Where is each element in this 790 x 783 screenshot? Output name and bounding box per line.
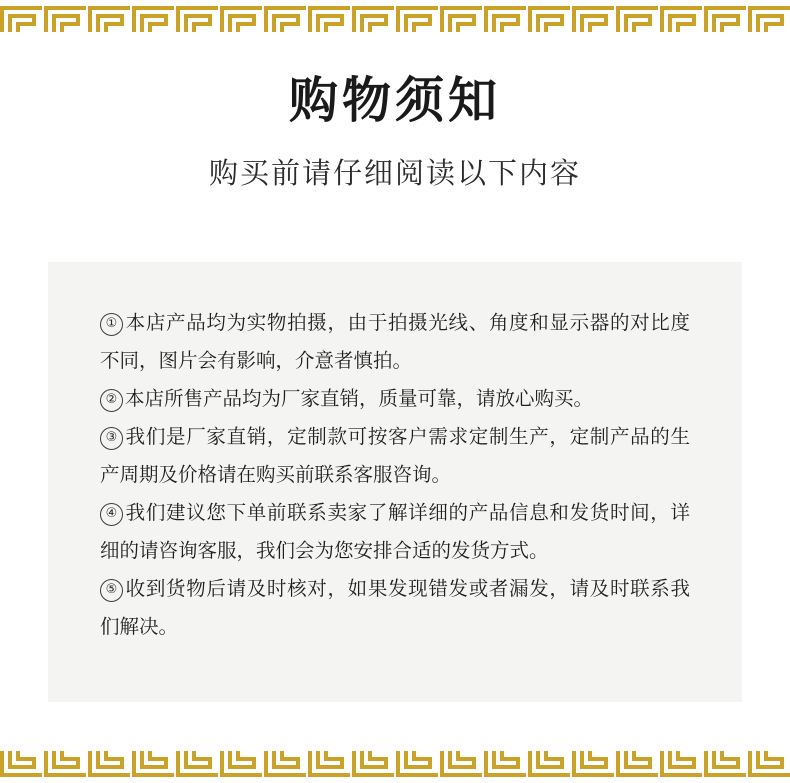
notice-number: ⑤ — [100, 579, 123, 602]
notice-text: 本店产品均为实物拍摄，由于拍摄光线、角度和显示器的对比度不同，图片会有影响，介意者慎拍。 — [100, 311, 690, 373]
notice-panel — [48, 262, 742, 702]
notice-list-item — [100, 304, 690, 380]
page-title-block — [0, 71, 790, 191]
notice-text: 我们建议您下单前联系卖家了解详细的产品信息和发货时间，详细的请咨询客服，我们会为您安排合适的发货方式。 — [100, 501, 690, 563]
notice-list — [100, 304, 690, 646]
page-subtitle: 购买前请仔细阅读以下内容 — [208, 155, 581, 190]
notice-text: 本店所售产品均为厂家直销，质量可靠，请放心购买。 — [125, 387, 594, 411]
notice-list-item — [100, 570, 690, 646]
notice-number: ③ — [100, 427, 123, 450]
notice-number: ① — [100, 313, 123, 336]
page-title: 购物须知 — [288, 71, 501, 129]
greek-key-border-bottom-icon — [0, 749, 790, 779]
greek-key-border-top-icon — [0, 4, 790, 34]
notice-list-item — [100, 418, 690, 494]
notice-text: 我们是厂家直销，定制款可按客户需求定制生产，定制产品的生产周期及价格请在购买前联系客服咨询。 — [100, 425, 690, 487]
notice-list-item — [100, 380, 690, 418]
notice-text: 收到货物后请及时核对，如果发现错发或者漏发，请及时联系我们解决。 — [100, 577, 690, 639]
notice-number: ④ — [100, 503, 123, 526]
notice-list-item — [100, 494, 690, 570]
notice-number: ② — [100, 389, 123, 412]
